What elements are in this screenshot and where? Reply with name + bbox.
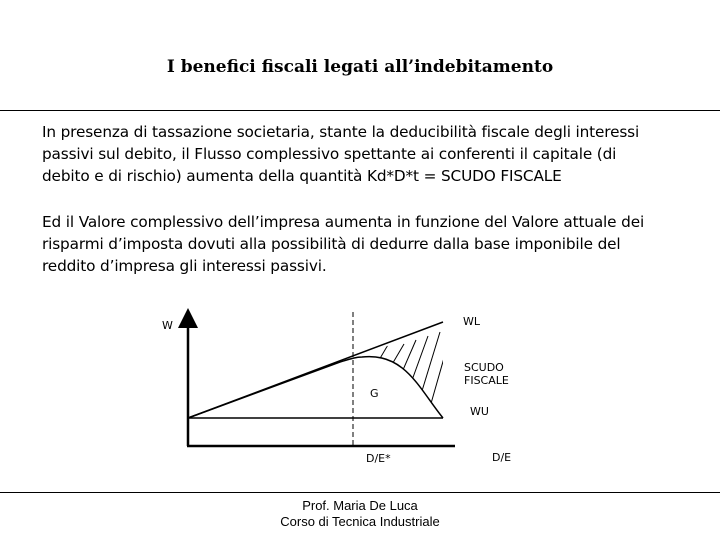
paragraph-line: Ed il Valore complessivo dell’impresa aumenta in funzione del Valore attuale dei	[42, 213, 645, 231]
paragraph-line: In presenza di tassazione societaria, stante la deducibilità fiscale degli interessi	[42, 123, 640, 141]
paragraph-line: passivi sul debito, il Flusso complessivo spettante ai conferenti il capitale (di	[42, 145, 617, 163]
footer-divider	[0, 492, 720, 493]
g-label: G	[370, 387, 379, 400]
x-axis-label: D/E	[492, 451, 512, 464]
paragraph-line: reddito d’impresa gli interessi passivi.	[42, 257, 327, 275]
optimum-label: D/E*	[366, 452, 391, 465]
paragraph-line: debito e di rischio) aumenta della quantità Kd*D*t = SCUDO FISCALE	[42, 167, 562, 185]
wu-label: WU	[470, 405, 489, 418]
y-axis-label: W	[162, 319, 173, 332]
shield-label-line2: FISCALE	[464, 374, 509, 387]
shield-label-line1: SCUDO	[464, 361, 504, 374]
footer-course: Corso di Tecnica Industriale	[280, 514, 440, 529]
wl-label: WL	[463, 315, 481, 328]
slide-title: I benefici fiscali legati all’indebitamento	[166, 57, 554, 77]
tax-shield-hatching	[372, 330, 452, 414]
footer-author: Prof. Maria De Luca	[302, 498, 418, 513]
paragraph-line: risparmi d’imposta dovuti alla possibilità di dedurre dalla base imponibile del	[42, 235, 621, 253]
